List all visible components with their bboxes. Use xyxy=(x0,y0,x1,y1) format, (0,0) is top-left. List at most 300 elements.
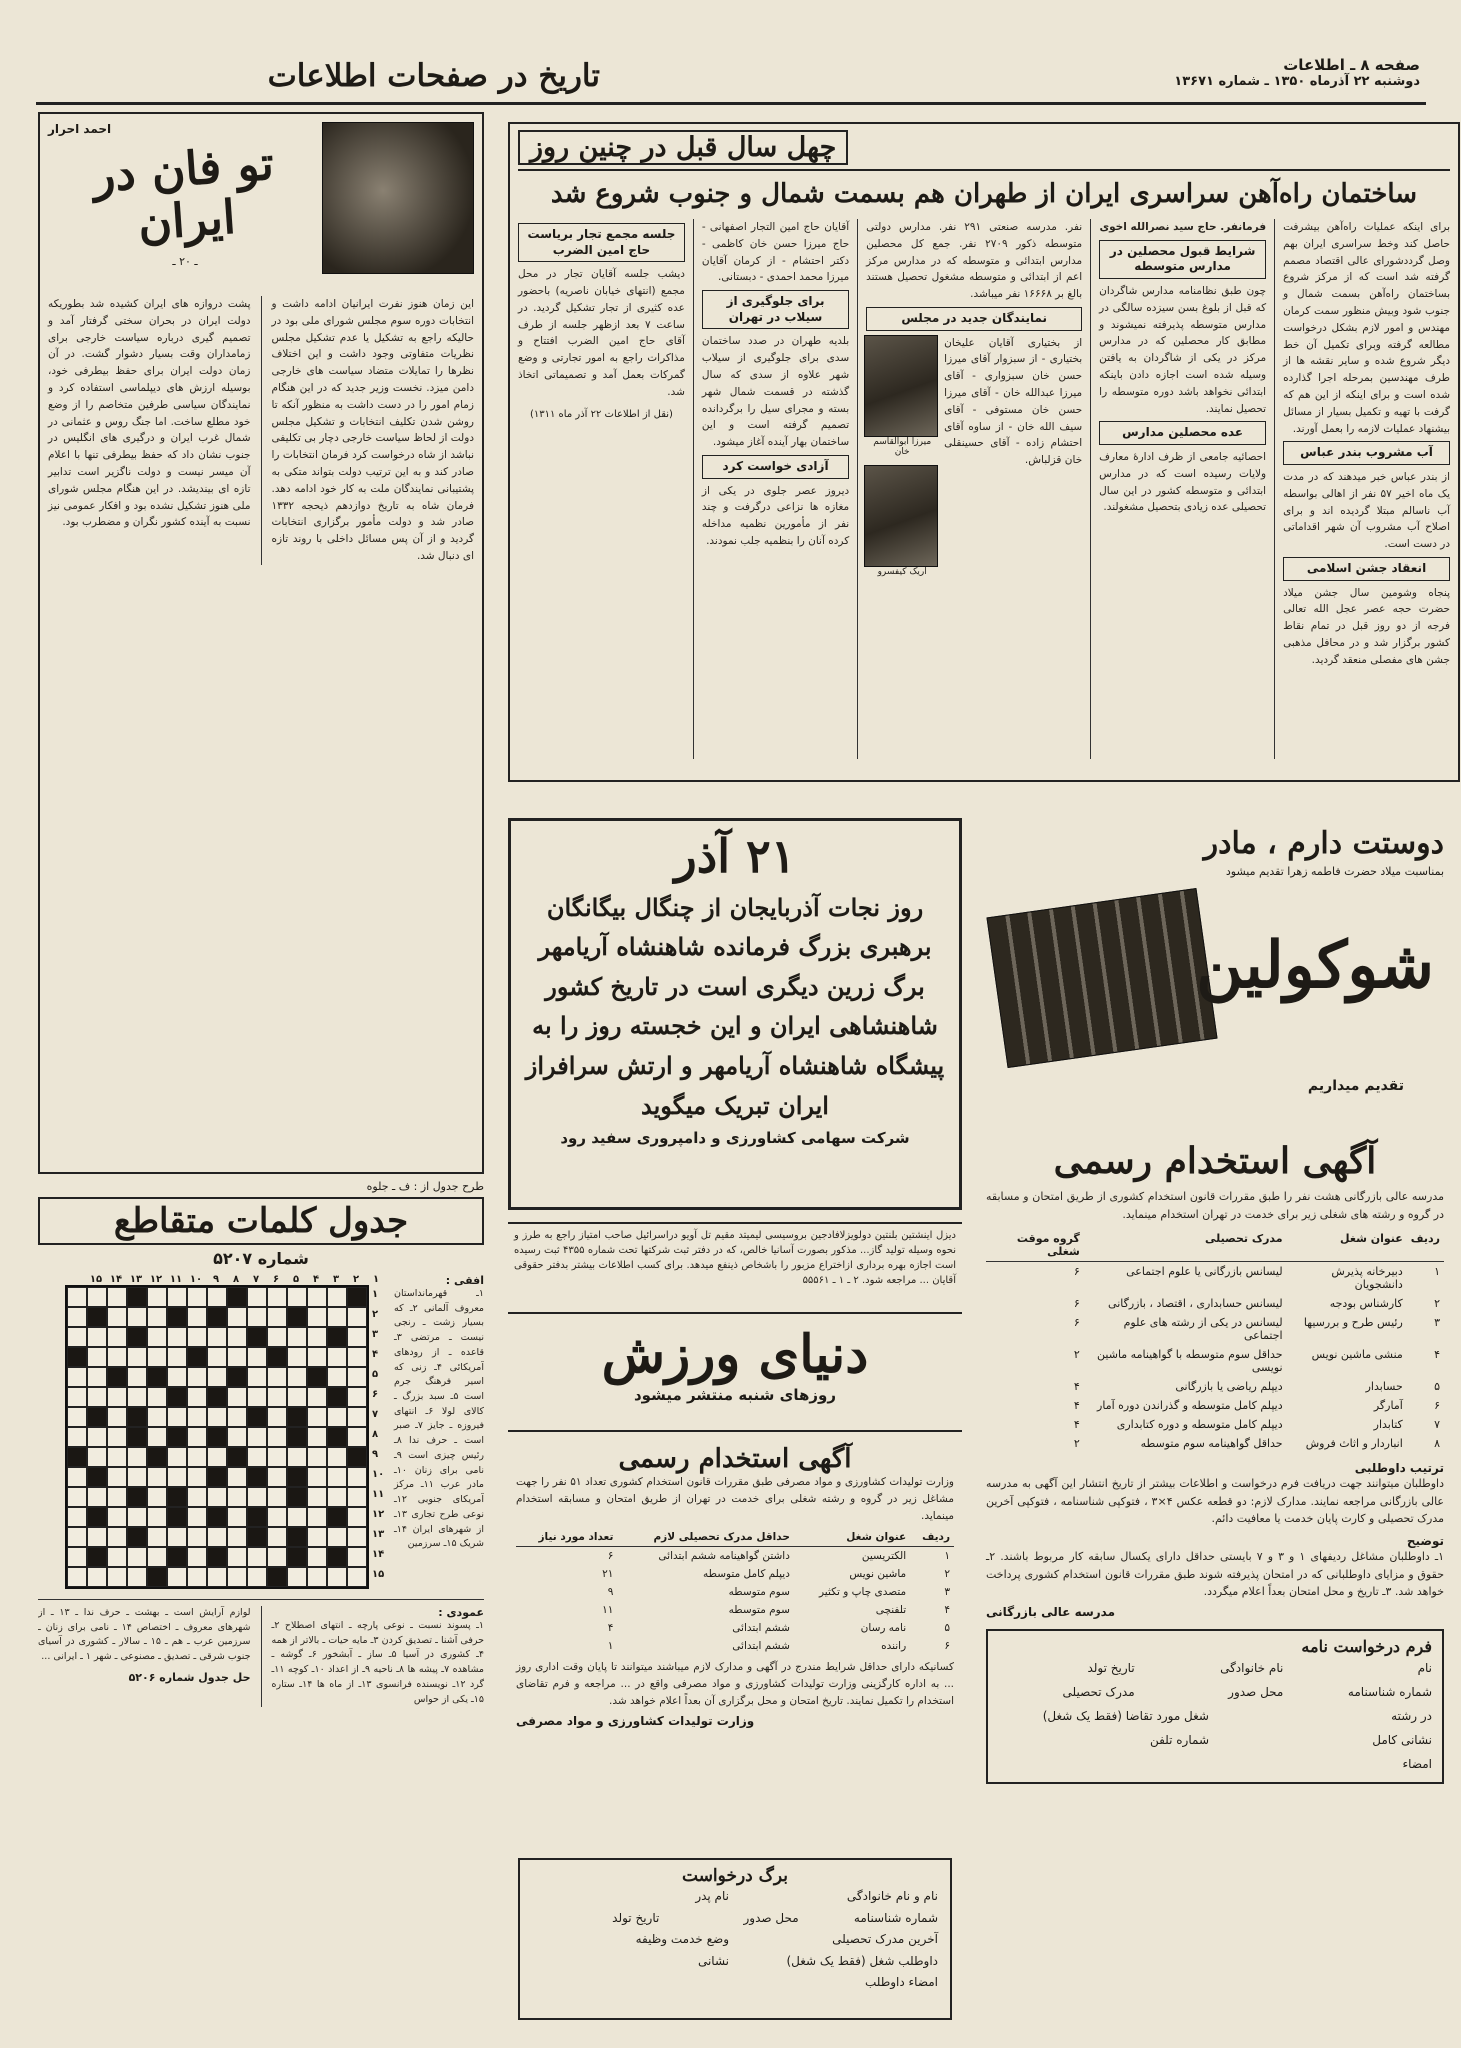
crossword-cell[interactable] xyxy=(167,1567,187,1587)
crossword-cell[interactable] xyxy=(87,1447,107,1467)
row-number: ۸ xyxy=(372,1429,379,1440)
crossword-cell[interactable] xyxy=(107,1347,127,1367)
column-number: ۸ xyxy=(232,1274,240,1285)
forty-years-ago xyxy=(508,122,1460,782)
crossword-cell[interactable] xyxy=(107,1327,127,1347)
table-cell: ۵ xyxy=(944,1622,950,1635)
novel-part: ـ ۲۰ ـ xyxy=(172,255,198,269)
crossword-cell[interactable] xyxy=(227,1567,247,1587)
crossword-block xyxy=(327,1387,347,1407)
form-field: امضاء داوطلب xyxy=(864,1975,938,1990)
crossword-cell[interactable] xyxy=(247,1307,267,1327)
column-number: ۶ xyxy=(272,1274,280,1285)
crossword-cell[interactable] xyxy=(267,1447,287,1467)
crossword-cell[interactable] xyxy=(327,1307,347,1327)
crossword-block xyxy=(127,1427,147,1447)
crossword-cell[interactable] xyxy=(107,1287,127,1307)
form-field: نام پدر xyxy=(695,1889,729,1903)
crossword-cell[interactable] xyxy=(107,1527,127,1547)
table-cell: ۴ xyxy=(1073,1399,1080,1413)
shokolin-sub: بمناسبت میلاد حضرت فاطمه زهرا تقدیم میشود xyxy=(1225,865,1444,878)
table-cell: ۱ xyxy=(944,1550,950,1563)
column-number: ۱۴ xyxy=(109,1274,123,1285)
crossword-cell[interactable] xyxy=(187,1447,207,1467)
crossword-cell[interactable] xyxy=(67,1407,87,1427)
crossword-cell[interactable] xyxy=(207,1487,227,1507)
crossword-cell[interactable] xyxy=(67,1427,87,1447)
crossword-cell[interactable] xyxy=(347,1487,367,1507)
crossword-block xyxy=(267,1347,287,1367)
crossword-cell[interactable] xyxy=(87,1387,107,1407)
table-cell: متصدی چاپ و تکثیر xyxy=(819,1586,907,1599)
crossword-cell[interactable] xyxy=(227,1467,247,1487)
table-cell: لیسانس بازرگانی یا علوم اجتماعی xyxy=(1126,1265,1283,1279)
crossword-cell[interactable] xyxy=(127,1447,147,1467)
ad-small-table xyxy=(516,1528,954,1655)
crossword-cell[interactable] xyxy=(147,1507,167,1527)
crossword-cell[interactable] xyxy=(307,1547,327,1567)
row-number: ۱۵ xyxy=(372,1569,385,1580)
crossword-cell[interactable] xyxy=(307,1347,327,1367)
row-number: ۱۱ xyxy=(372,1489,385,1500)
crossword-cell[interactable] xyxy=(87,1567,107,1587)
crossword-notes: لوازم آرایش است ـ بهشت ـ حرف ندا ـ ۱۳ ـ از شهرهای معروف ـ اختصاص ۱۴ ـ نامی برای زنان ـ سرزمین عرب ـ هم ـ ۱۵ ـ سالار ـ کشوری در آسیای جنوب شرقی ـ تصدیق ـ مصنوعی ـ شهر ۱ ـ ایرانی ... xyxy=(38,1607,251,1663)
crossword-cell[interactable] xyxy=(227,1507,247,1527)
crossword-cell[interactable] xyxy=(67,1287,87,1307)
table-cell: ۶ xyxy=(1434,1399,1440,1413)
crossword-cell[interactable] xyxy=(327,1347,347,1367)
crossword-cell[interactable] xyxy=(67,1467,87,1487)
table-cell: ۴ xyxy=(607,1622,614,1635)
portrait-caption-1: میرزا ابوالقاسم خان xyxy=(873,436,932,457)
source-note: (نقل از اطلاعات ۲۲ آذر ماه ۱۳۱۱) xyxy=(529,408,673,420)
crossword-cell[interactable] xyxy=(227,1407,247,1427)
table-cell: حسابدار xyxy=(1365,1380,1403,1394)
crossword-section xyxy=(38,1180,484,2030)
forty-years-kicker: چهل سال قبل در چنین روز xyxy=(518,130,848,165)
crossword-cell[interactable] xyxy=(227,1327,247,1347)
ad-small-col-degree: حداقل مدرک تحصیلی لازم xyxy=(617,1528,793,1547)
crossword-cell[interactable] xyxy=(147,1487,167,1507)
crossword-cell[interactable] xyxy=(207,1567,227,1587)
crossword-cell[interactable] xyxy=(187,1367,207,1387)
ad-large-title: آگهی استخدام رسمی xyxy=(1053,1140,1377,1182)
crossword-cell[interactable] xyxy=(327,1287,347,1307)
column-number: ۱۲ xyxy=(149,1274,163,1285)
crossword-grid[interactable] xyxy=(65,1285,369,1589)
crossword-cell[interactable] xyxy=(147,1407,167,1427)
crossword-block xyxy=(207,1387,227,1407)
table-row xyxy=(986,1377,1444,1396)
row-number: ۱ xyxy=(372,1289,379,1300)
crossword-cell[interactable] xyxy=(307,1407,327,1427)
column-number: ۱۵ xyxy=(89,1274,103,1285)
crossword-cell[interactable] xyxy=(267,1287,287,1307)
table-cell: ۶ xyxy=(1073,1316,1080,1330)
crossword-cell[interactable] xyxy=(347,1527,367,1547)
chocolate-box-image xyxy=(986,888,1217,1068)
crossword-cell[interactable] xyxy=(247,1367,267,1387)
crossword-block xyxy=(247,1327,267,1347)
crossword-cell[interactable] xyxy=(187,1407,207,1427)
row-number: ۵ xyxy=(372,1369,379,1380)
crossword-block xyxy=(147,1567,167,1587)
column-number: ۳ xyxy=(332,1274,340,1285)
crossword-cell[interactable] xyxy=(207,1327,227,1347)
across-label: افقی : xyxy=(445,1274,484,1287)
crossword-cell[interactable] xyxy=(187,1327,207,1347)
water-text: از بندر عباس خبر میدهند که در مدت یک ماه اخیر ۵۷ نفر از اهالی بواسطه آب ناسالم مبتلا گردیده اند و برای اصلاح آب مشروب آن شهر اقداماتی در دست است. xyxy=(1283,470,1450,551)
table-row xyxy=(986,1396,1444,1415)
crossword-block xyxy=(307,1367,327,1387)
crossword-cell[interactable] xyxy=(227,1307,247,1327)
crossword-cell[interactable] xyxy=(127,1347,147,1367)
table-cell: ۲ xyxy=(944,1568,950,1581)
crossword-block xyxy=(87,1547,107,1567)
form-field: شماره تلفن xyxy=(1149,1732,1209,1747)
ad-large-notes: ۱ـ داوطلبان مشاغل ردیفهای ۱ و ۳ و ۷ بایستی حداقل دارای یکسال سابقه کار مربوط باشند. ۲ـ حقوق و مزایای داوطلبانی که در امتحان پذیرفته شوند طبق مقررات قانون استخدام کشوری پرداخت خواهد شد. ۳ـ تاریخ و محل امتحان بعداً اعلام میگردد. xyxy=(986,1549,1445,1599)
crossword-cell[interactable] xyxy=(347,1327,367,1347)
crossword-cell[interactable] xyxy=(307,1487,327,1507)
crossword-number: شماره ۵۲۰۷ xyxy=(213,1249,309,1268)
crossword-cell[interactable] xyxy=(267,1507,287,1527)
column-numbers xyxy=(86,1274,386,1285)
crossword-cell[interactable] xyxy=(167,1407,187,1427)
crossword-cell[interactable] xyxy=(127,1547,147,1567)
shokolin-footer: تقدیم میداریم xyxy=(1307,1078,1404,1094)
crossword-cell[interactable] xyxy=(327,1467,347,1487)
table-row xyxy=(986,1262,1444,1295)
crossword-cell[interactable] xyxy=(147,1307,167,1327)
table-cell: ششم ابتدائی xyxy=(732,1622,790,1635)
crossword-block xyxy=(287,1527,307,1547)
table-cell: ۷ xyxy=(1434,1418,1440,1432)
crossword-cell[interactable] xyxy=(147,1347,167,1367)
sports-sub: روزهای شنبه منتشر میشود xyxy=(633,1386,837,1405)
crossword-cell[interactable] xyxy=(307,1427,327,1447)
crossword-cell[interactable] xyxy=(127,1567,147,1587)
crossword-cell[interactable] xyxy=(147,1527,167,1547)
crossword-cell[interactable] xyxy=(287,1327,307,1347)
crossword-cell[interactable] xyxy=(347,1467,367,1487)
crossword-cell[interactable] xyxy=(87,1347,107,1367)
crossword-block xyxy=(247,1407,267,1427)
header-rule xyxy=(36,102,1426,105)
crossword-cell[interactable] xyxy=(347,1407,367,1427)
crossword-cell[interactable] xyxy=(267,1427,287,1447)
crossword-cell[interactable] xyxy=(207,1367,227,1387)
crossword-cell[interactable] xyxy=(67,1567,87,1587)
ad-large-signature: مدرسه عالی بازرگانی xyxy=(986,1604,1116,1619)
crossword-block xyxy=(327,1427,347,1447)
table-cell: دیپلم ریاضی یا بازرگانی xyxy=(1175,1380,1283,1394)
crossword-cell[interactable] xyxy=(127,1367,147,1387)
crossword-cell[interactable] xyxy=(287,1387,307,1407)
crossword-cell[interactable] xyxy=(187,1467,207,1487)
ad-large-intro: مدرسه عالی بازرگانی هشت نفر را طبق مقررات قانون استخدام کشوری از طریق امتحان و مسابقه در گروه و رشته های شغلی زیر برای خدمت در تهران استخدام مینماید. xyxy=(986,1190,1444,1221)
crossword-cell[interactable] xyxy=(227,1387,247,1407)
crossword-cell[interactable] xyxy=(247,1387,267,1407)
crossword-cell[interactable] xyxy=(107,1387,127,1407)
table-cell: ۶ xyxy=(607,1550,614,1563)
forty-years-headline: ساختمان راه‌آهن سراسری ایران از طهران هم بسمت شمال و جنوب شروع شد xyxy=(550,179,1418,209)
table-cell: ۸ xyxy=(1434,1437,1440,1451)
crossword-cell[interactable] xyxy=(187,1567,207,1587)
crossword-block xyxy=(67,1447,87,1467)
crossword-cell[interactable] xyxy=(247,1287,267,1307)
crossword-cell[interactable] xyxy=(207,1347,227,1367)
crossword-cell[interactable] xyxy=(67,1527,87,1547)
table-cell: ۴ xyxy=(1434,1348,1440,1362)
crossword-block xyxy=(127,1527,147,1547)
crossword-cell[interactable] xyxy=(307,1387,327,1407)
crossword-cell[interactable] xyxy=(87,1487,107,1507)
crossword-block xyxy=(327,1507,347,1527)
crossword-cell[interactable] xyxy=(207,1407,227,1427)
celebration-text: پنجاه وشومین سال جشن میلاد حضرت حجه عصر عجل الله تعالی فرجه از دو روز قبل در تمام نقاط کشور برگزار شد و در محافل مذهبی جشن های مفصلی منعقد گردید. xyxy=(1283,586,1450,666)
crossword-block xyxy=(327,1327,347,1347)
table-cell: ۶ xyxy=(1073,1297,1080,1311)
solution-label: حل جدول شماره ۵۲۰۶ xyxy=(128,1670,251,1684)
crossword-cell[interactable] xyxy=(307,1507,327,1527)
patent-notice xyxy=(508,1222,962,1314)
table-cell: ماشین نویس xyxy=(849,1568,907,1581)
crossword-cell[interactable] xyxy=(187,1487,207,1507)
crossword-cell[interactable] xyxy=(67,1547,87,1567)
crossword-cell[interactable] xyxy=(287,1287,307,1307)
ad-large-table xyxy=(986,1229,1444,1453)
crossword-cell[interactable] xyxy=(87,1327,107,1347)
table-cell: لیسانس در یکی از رشته های علوم اجتماعی xyxy=(1123,1316,1283,1343)
col3-text: نفر. مدرسه صنعتی ۲۹۱ نفر. مدارس دولتی متوسطه ذکور ۲۷۰۹ نفر. جمع کل محصلین مدارس ابتدائی و متوسطه که در مدارس مرکز اعم از ابتدائی و متوسطه مشغول تحصیل هستند بالغ بر ۱۶۶۶۸ نفر میباشد. xyxy=(866,221,1083,301)
crossword-cell[interactable] xyxy=(347,1347,367,1367)
crossword-cell[interactable] xyxy=(287,1367,307,1387)
crossword-cell[interactable] xyxy=(307,1287,327,1307)
shokolin-brand: شوکولین xyxy=(1196,928,1434,1003)
crossword-cell[interactable] xyxy=(127,1307,147,1327)
form-field: محل صدور xyxy=(743,1910,799,1925)
crossword-block xyxy=(147,1367,167,1387)
crossword-cell[interactable] xyxy=(107,1407,127,1427)
crossword-cell[interactable] xyxy=(87,1527,107,1547)
crossword-cell[interactable] xyxy=(167,1287,187,1307)
table-row xyxy=(986,1415,1444,1434)
crossword-cell[interactable] xyxy=(167,1327,187,1347)
crossword-cell[interactable] xyxy=(147,1387,167,1407)
crossword-block xyxy=(167,1507,187,1527)
crossword-cell[interactable] xyxy=(287,1567,307,1587)
crossword-cell[interactable] xyxy=(67,1487,87,1507)
crossword-cell[interactable] xyxy=(227,1487,247,1507)
table-cell: نامه رسان xyxy=(860,1622,907,1635)
crossword-cell[interactable] xyxy=(67,1327,87,1347)
merchants-text: دیشب جلسه آقایان تجار در محل مجمع (انتهای خیابان ناصریه) باحضور عده کثیری از تجار تشکیل گردید. در ساعت ۷ بعد ازظهر جلسه از طرف آقای حاج امین الضرب افتتاح و مذاکرات راجع به امور تجارتی و وضع گمرکات بعمل آمد و تصمیماتی اتخاذ شد. xyxy=(518,268,685,398)
crossword-cell[interactable] xyxy=(187,1427,207,1447)
crossword-cell[interactable] xyxy=(307,1307,327,1327)
crossword-cell[interactable] xyxy=(307,1447,327,1467)
crossword-block xyxy=(247,1527,267,1547)
table-cell: ۶ xyxy=(1073,1265,1080,1279)
crossword-block xyxy=(227,1367,247,1387)
table-row xyxy=(516,1565,954,1583)
table-cell: منشی ماشین نویس xyxy=(1311,1348,1403,1362)
crossword-cell[interactable] xyxy=(227,1347,247,1367)
crossword-cell[interactable] xyxy=(347,1567,367,1587)
crossword-cell[interactable] xyxy=(87,1427,107,1447)
crossword-cell[interactable] xyxy=(147,1427,167,1447)
crossword-cell[interactable] xyxy=(247,1447,267,1467)
crossword-block xyxy=(167,1487,187,1507)
crossword-cell[interactable] xyxy=(267,1327,287,1347)
crossword-cell[interactable] xyxy=(107,1467,127,1487)
crossword-cell[interactable] xyxy=(327,1367,347,1387)
crossword-cell[interactable] xyxy=(187,1547,207,1567)
flood-subhead: برای جلوگیری از سیلاب در تهران xyxy=(702,290,849,329)
table-row xyxy=(986,1434,1444,1453)
crossword-cell[interactable] xyxy=(267,1547,287,1567)
crossword-cell[interactable] xyxy=(187,1527,207,1547)
form-field: آخرین مدرک تحصیلی xyxy=(832,1932,938,1947)
row-number: ۹ xyxy=(372,1449,379,1460)
crossword-cell[interactable] xyxy=(107,1427,127,1447)
crossword-cell[interactable] xyxy=(227,1427,247,1447)
crossword-cell[interactable] xyxy=(127,1387,147,1407)
crossword-cell[interactable] xyxy=(327,1527,347,1547)
crossword-cell[interactable] xyxy=(347,1547,367,1567)
azar21-title: ۲۱ آذر xyxy=(674,829,796,883)
crossword-cell[interactable] xyxy=(207,1287,227,1307)
crossword-cell[interactable] xyxy=(267,1487,287,1507)
crossword-cell[interactable] xyxy=(347,1427,367,1447)
crossword-cell[interactable] xyxy=(107,1487,127,1507)
crossword-cell[interactable] xyxy=(287,1347,307,1367)
table-cell: ۲ xyxy=(1434,1297,1440,1311)
table-cell: دیپلم کامل متوسطه و دوره کتابداری xyxy=(1116,1418,1283,1432)
crossword-cell[interactable] xyxy=(247,1347,267,1367)
crossword-block xyxy=(167,1307,187,1327)
table-cell: ۹ xyxy=(607,1586,614,1599)
crossword-cell[interactable] xyxy=(67,1367,87,1387)
crossword-cell[interactable] xyxy=(127,1507,147,1527)
crossword-cell[interactable] xyxy=(227,1527,247,1547)
crossword-cell[interactable] xyxy=(87,1287,107,1307)
crossword-cell[interactable] xyxy=(287,1447,307,1467)
crossword-cell[interactable] xyxy=(167,1467,187,1487)
crossword-cell[interactable] xyxy=(327,1407,347,1427)
crossword-cell[interactable] xyxy=(167,1527,187,1547)
crossword-cell[interactable] xyxy=(307,1327,327,1347)
crossword-cell[interactable] xyxy=(147,1467,167,1487)
crossword-cell[interactable] xyxy=(107,1507,127,1527)
across-clues: ۱ـ قهرمانداستان معروف آلمانی ۲ـ که بسیار زشت ـ رنجی نیست ـ مرتضی ۳ـ قاعده ـ از رودهای آمریکائی ۴ـ زنی که اسیر فرهنگ جرم است ۵ـ سبد بزرگ ـ کالای لولا ۶ـ انتهای فیروزه ـ جایز ۷ـ صبر است ـ حرف ندا ۸ـ رئیس چیزی است ۹ـ نامی برای زنان ۱۰ـ مادر عرب ۱۱ـ مرکز آمریکای جنوبی ۱۲ـ نوعی طرح تجاری ۱۳ـ از شهرهای ایران ۱۴ـ شریک ۱۵ـ سرزمین xyxy=(394,1288,484,1550)
novel-column-1: این زمان هنوز نفرت ایرانیان ادامه داشت و انتخابات دوره سوم مجلس شورای ملی بود در حالیکه راجع به تشکیل یا عدم تشکیل مجلس نظریات متفاوتی وجود داشت و این اختلاف نظرها را تمایلات متضاد سیاست های خارجی دامن میزد. نخست وزیر جدید که در این هنگام زمام امور را در دست داشت به منظور آنکه تا روشن شدن تکلیف انتخابات و تشکیل مجلس دولت از لحاظ سیاست خارجی دچار بی تکلیفی نباشد از شاه درخواست کرد فرمان انتخابات را صادر کند و به این ترتیب دولت بتواند متکی به پشتیبانی نمایندگان ملت به کار خود ادامه دهد. فرمان شاه به تاریخ دوازدهم ذیحجه ۱۳۳۲ صادر شد و دولت مأمور برگزاری انتخابات گردید و از آن پس مسائل داخلی با روند تازه ای دنبال شد. xyxy=(271,298,474,562)
crossword-cell[interactable] xyxy=(327,1567,347,1587)
crossword-cell[interactable] xyxy=(347,1307,367,1327)
merchants-subhead: جلسه مجمع تجار بریاست حاج امین الضرب xyxy=(518,223,685,262)
flood-text: بلدیه طهران در صدد ساختمان سدی برای جلوگیری از سیلاب شهر علاوه از سدی که سال گذشته در قسمت شمال شهر بسته و مجرای سیل را برگردانده تصمیم گرفته است و این ساختمان بهار آینده آغاز میشود. xyxy=(701,335,850,449)
crossword-cell[interactable] xyxy=(207,1527,227,1547)
crossword-cell[interactable] xyxy=(267,1407,287,1427)
portrait-photo-1 xyxy=(864,335,938,437)
crossword-cell[interactable] xyxy=(167,1347,187,1367)
crossword-block xyxy=(287,1487,307,1507)
crossword-cell[interactable] xyxy=(307,1467,327,1487)
table-row xyxy=(986,1294,1444,1313)
crossword-block xyxy=(167,1387,187,1407)
col2-intro: فرمانفر. حاج سید نصرالله اخوی xyxy=(1099,221,1267,233)
crossword-cell[interactable] xyxy=(127,1467,147,1487)
form-field: نشانی کامل xyxy=(1372,1732,1432,1747)
crossword-cell[interactable] xyxy=(207,1447,227,1467)
crossword-cell[interactable] xyxy=(267,1307,287,1327)
crossword-block xyxy=(87,1467,107,1487)
crossword-cell[interactable] xyxy=(67,1307,87,1327)
crossword-cell[interactable] xyxy=(187,1287,207,1307)
crossword-cell[interactable] xyxy=(167,1447,187,1467)
crossword-cell[interactable] xyxy=(307,1567,327,1587)
crossword-cell[interactable] xyxy=(187,1307,207,1327)
ad-small-col-count: تعداد مورد نیاز xyxy=(516,1528,617,1547)
column-number: ۹ xyxy=(212,1274,220,1285)
crossword-cell[interactable] xyxy=(307,1527,327,1547)
crossword-cell[interactable] xyxy=(247,1567,267,1587)
crossword-cell[interactable] xyxy=(187,1507,207,1527)
crossword-cell[interactable] xyxy=(247,1487,267,1507)
crossword-cell[interactable] xyxy=(347,1367,367,1387)
crossword-cell[interactable] xyxy=(227,1547,247,1567)
crossword-cell[interactable] xyxy=(87,1367,107,1387)
crossword-cell[interactable] xyxy=(287,1507,307,1527)
crossword-cell[interactable] xyxy=(147,1327,167,1347)
crossword-cell[interactable] xyxy=(347,1507,367,1527)
crossword-cell[interactable] xyxy=(107,1447,127,1467)
crossword-cell[interactable] xyxy=(327,1447,347,1467)
deputies-text: از بختیاری آقایان علیخان بختیاری - از سبزوار آقای میرزا حسن خان سبزواری - آقای میرزا عبدالله خان - آقای میرزا حسن خان مستوفی - آقای سیف الله خان - از ساوه آقای احتشام زاده - آقای حسینقلی خان قزلباش. xyxy=(944,336,1083,467)
crossword-block xyxy=(227,1287,247,1307)
table-cell: دبیرخانه پذیرش دانشجویان xyxy=(1331,1265,1403,1292)
crossword-cell[interactable] xyxy=(267,1467,287,1487)
crossword-cell[interactable] xyxy=(167,1367,187,1387)
crossword-cell[interactable] xyxy=(267,1367,287,1387)
ad-large-col-group: گروه موقت شغلی xyxy=(986,1229,1084,1262)
serial-novel xyxy=(38,112,484,1174)
crossword-cell[interactable] xyxy=(67,1507,87,1527)
crossword-cell[interactable] xyxy=(267,1527,287,1547)
row-number: ۱۲ xyxy=(372,1509,385,1520)
form-field: شماره شناسنامه xyxy=(1347,1684,1432,1699)
crossword-cell[interactable] xyxy=(187,1387,207,1407)
release-text: دیروز عصر جلوی در یکی از مغازه ها نزاعی درگرفت و چند نفر از مأمورین نظمیه مداخله کرده آنان را بنظمیه جلب نمودند. xyxy=(701,484,850,547)
crossword-cell[interactable] xyxy=(247,1547,267,1567)
crossword-cell[interactable] xyxy=(147,1287,167,1307)
crossword-cell[interactable] xyxy=(147,1547,167,1567)
ad-large-col-title: عنوان شغل xyxy=(1287,1229,1407,1262)
crossword-cell[interactable] xyxy=(107,1567,127,1587)
crossword-cell[interactable] xyxy=(67,1387,87,1407)
table-cell: ۴ xyxy=(1073,1418,1080,1432)
crossword-title: جدول کلمات متقاطع xyxy=(38,1197,484,1245)
crossword-block xyxy=(167,1427,187,1447)
crossword-cell[interactable] xyxy=(347,1387,367,1407)
crossword-block xyxy=(127,1287,147,1307)
crossword-cell[interactable] xyxy=(107,1307,127,1327)
crossword-cell[interactable] xyxy=(247,1427,267,1447)
crossword-cell[interactable] xyxy=(267,1387,287,1407)
crossword-cell[interactable] xyxy=(327,1487,347,1507)
crossword-cell[interactable] xyxy=(107,1547,127,1567)
crossword-block xyxy=(107,1367,127,1387)
table-cell: ۶ xyxy=(944,1640,950,1653)
